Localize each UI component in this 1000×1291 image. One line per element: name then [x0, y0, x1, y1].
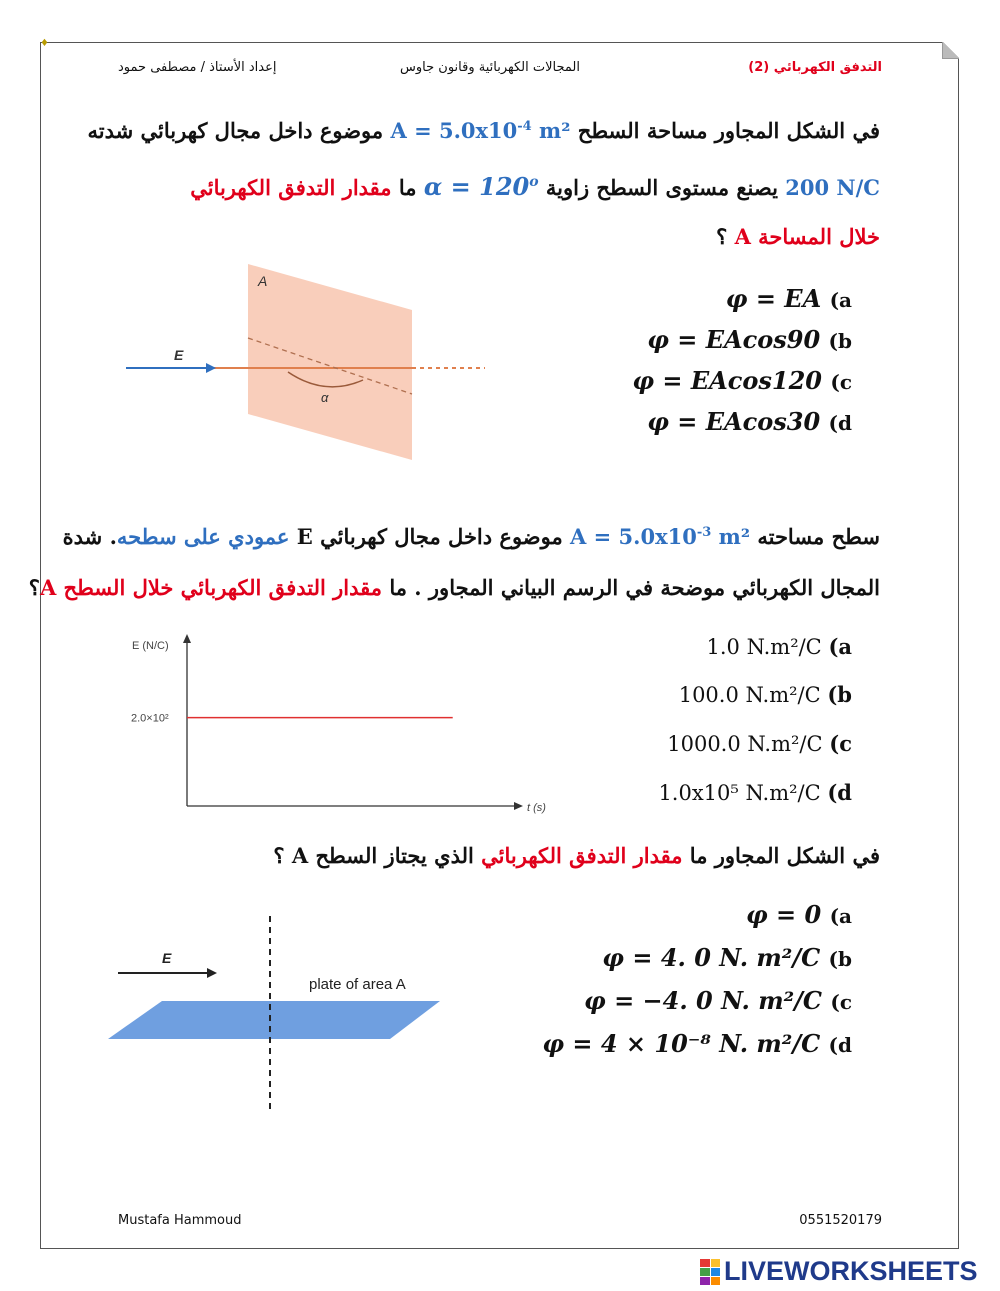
x-axis-label: t (s) — [527, 802, 546, 814]
y-tick-label: 2.0×10² — [131, 712, 169, 725]
page-fold — [942, 42, 959, 59]
field-arrowhead — [206, 363, 216, 373]
field-label: E — [162, 950, 172, 966]
q3-figure — [100, 912, 460, 1117]
footer-name: Mustafa Hammoud — [118, 1213, 242, 1228]
q3-option-a[interactable]: φ = 0 (a — [745, 900, 852, 929]
q1-option-d[interactable]: φ = EAcos30 (d — [647, 407, 852, 436]
q2-line2: المجال الكهربائي موضحة في الرسم البياني المجاور . ما مقدار التدفق الكهربائي خلال السطح A؟ — [28, 575, 880, 600]
plane-label: A — [258, 273, 268, 289]
header-author: إعداد الأستاذ / مصطفى حمود — [118, 60, 277, 75]
q2-line1: سطح مساحته $A = 5.0x10^{-3}$ m² موضوع داخل مجال كهربائي E عمودي على سطحه. شدة — [62, 524, 880, 549]
plate-label: plate of area A — [309, 976, 406, 993]
q1-figure — [120, 262, 490, 462]
plate — [108, 1001, 440, 1039]
q2-option-d[interactable]: 1.0x10⁵ N.m²/C (d — [658, 780, 852, 805]
q3-option-b[interactable]: φ = 4. 0 N. m²/C (b — [602, 943, 852, 972]
q3-option-c[interactable]: φ = −4. 0 N. m²/C (c — [584, 986, 852, 1015]
y-axis-arrowhead — [183, 634, 191, 643]
liveworksheets-logo-icon — [700, 1259, 720, 1285]
q3-line: في الشكل المجاور ما مقدار التدفق الكهربائي الذي يجتاز السطح A ؟ — [273, 843, 880, 868]
q1-option-b[interactable]: φ = EAcos90 (b — [647, 325, 852, 354]
q1-line1: في الشكل المجاور مساحة السطح $A = 5.0x10^{-4}$ m² موضوع داخل مجال كهربائي شدته — [87, 118, 880, 143]
q1-option-a[interactable]: φ = EA (a — [725, 284, 852, 313]
footer-phone: 0551520179 — [799, 1213, 882, 1228]
q2-chart — [120, 628, 546, 818]
surface-plane — [248, 264, 412, 460]
q1-line2: 200 N/C يصنع مستوى السطح زاوية $\alpha = 120^o$ ما مقدار التدفق الكهربائي — [190, 172, 880, 201]
header-topic: التدفق الكهربائي (2) — [748, 60, 882, 75]
pin-icon: ♦ — [40, 38, 49, 49]
q2-option-a[interactable]: 1.0 N.m²/C (a — [706, 634, 852, 659]
brand-text: LIVEWORKSHEETS — [724, 1256, 978, 1286]
q2-option-c[interactable]: 1000.0 N.m²/C (c — [667, 731, 852, 756]
liveworksheets-brand[interactable] — [700, 1256, 978, 1287]
q1-line3: خلال المساحة A ؟ — [716, 224, 880, 249]
q3-option-d[interactable]: φ = 4 × 10⁻⁸ N. m²/C (d — [542, 1029, 852, 1058]
header-unit: المجالات الكهربائية وقانون جاوس — [400, 60, 580, 75]
q2-option-b[interactable]: 100.0 N.m²/C (b — [678, 682, 852, 707]
field-label: E — [174, 347, 184, 363]
field-arrowhead — [207, 968, 217, 978]
y-axis-label: E (N/C) — [132, 640, 169, 652]
angle-label: α — [321, 390, 329, 405]
q1-option-c[interactable]: φ = EAcos120 (c — [632, 366, 852, 395]
